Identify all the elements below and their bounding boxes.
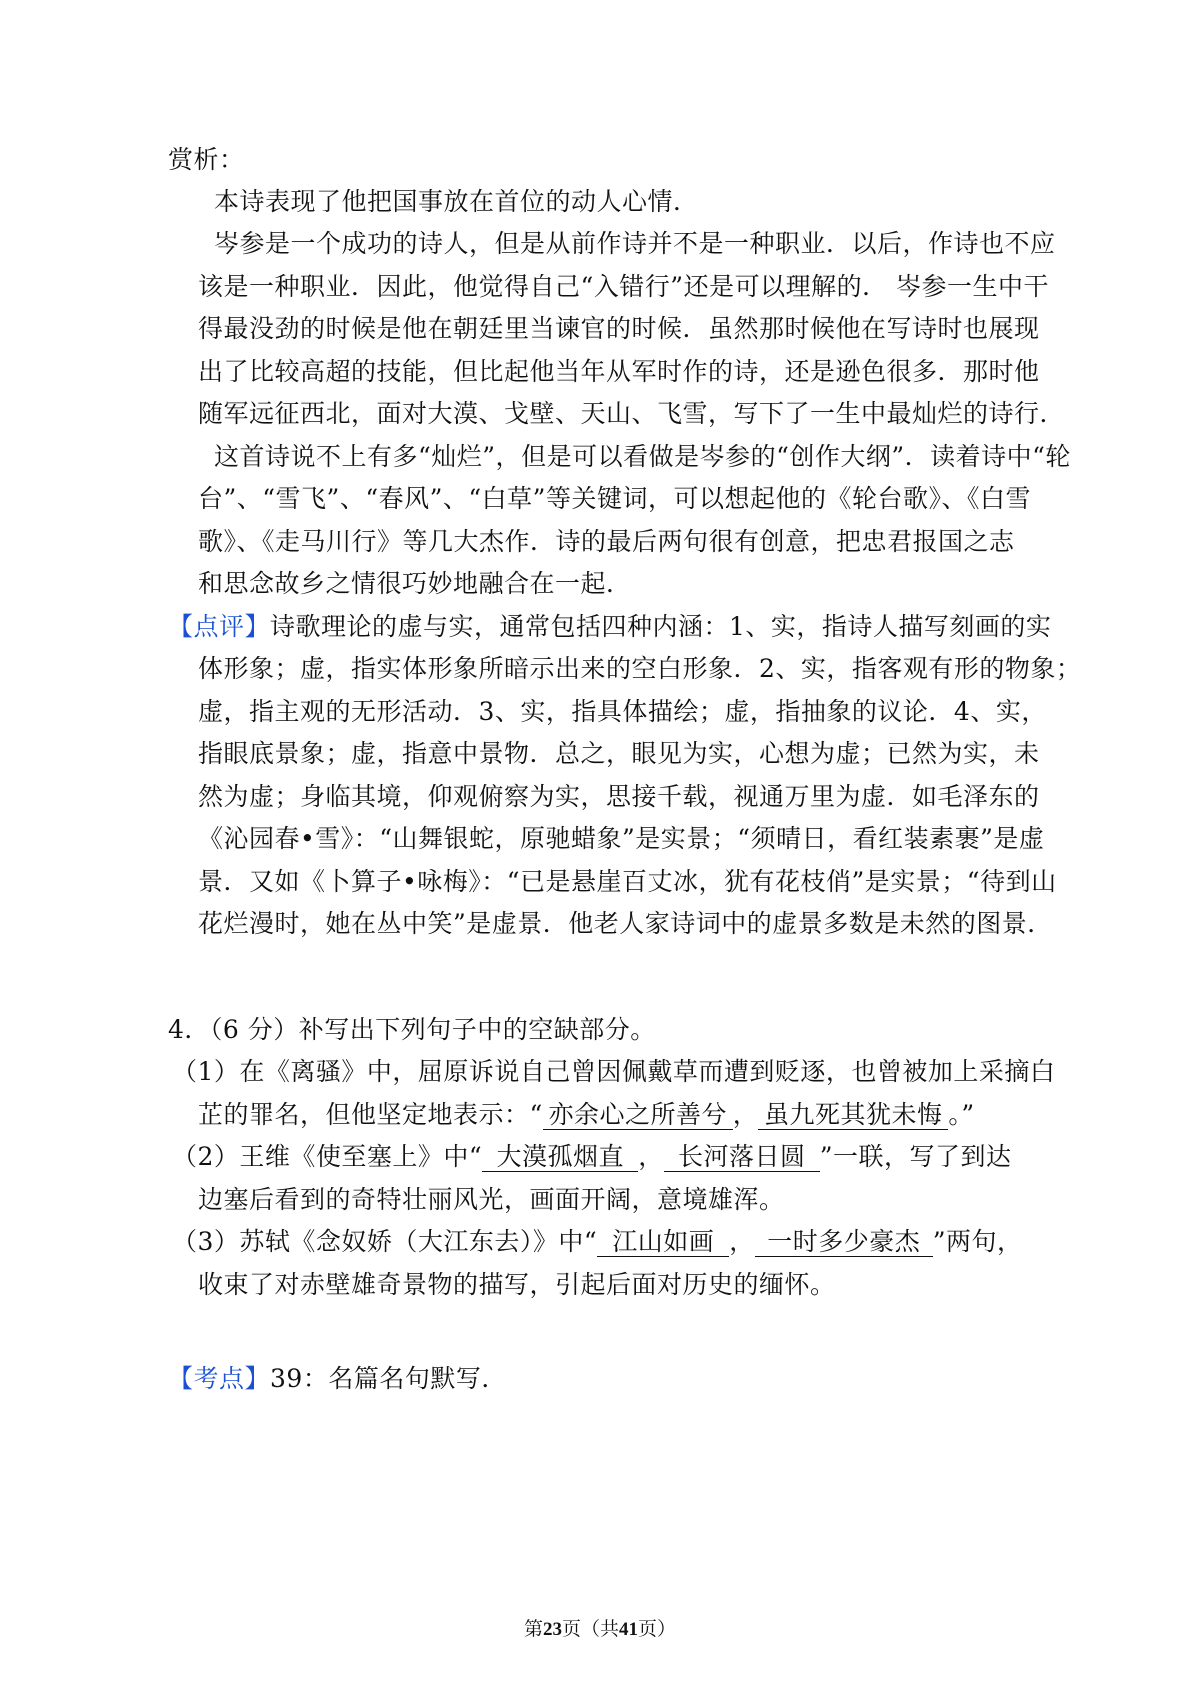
answer-blank: 亦余心之所善兮 — [543, 1101, 733, 1130]
analysis-line: 本诗表现了他把国事放在首位的动人心情． — [214, 187, 699, 216]
text: （2）王维《使至塞上》中“ — [172, 1142, 483, 1171]
question-item-2 — [172, 1139, 1012, 1175]
text: 芷的罪名，但他坚定地表示：“ — [198, 1100, 543, 1129]
comment-line: 体形象；虚，指实体形象所暗示出来的空白形象．2、实，指客观有形的物象； — [198, 654, 1082, 683]
analysis-line: 岑参是一个成功的诗人，但是从前作诗并不是一种职业．以后，作诗也不应 — [214, 229, 1056, 258]
answer-blank: 虽九死其犹未悔 — [758, 1101, 948, 1130]
answer-blank: 江山如画 — [597, 1228, 729, 1257]
text: ”一联，写了到达 — [819, 1142, 1012, 1171]
question-title: 4．（6 分）补写出下列句子中的空缺部分。 — [168, 1015, 656, 1044]
question-item-3-cont: 收束了对赤壁雄奇景物的描写，引起后面对历史的缅怀。 — [198, 1270, 836, 1299]
question-item-1-cont — [198, 1097, 975, 1133]
text: （3）苏轼《念奴娇（大江东去）》中“ — [172, 1227, 598, 1256]
question-item-1: （1）在《离骚》中，屈原诉说自己曾因佩戴草而遭到贬逐，也曾被加上采摘白 — [172, 1057, 1056, 1086]
analysis-line: 随军远征西北，面对大漠、戈壁、天山、飞雪，写下了一生中最灿烂的诗行． — [198, 399, 1066, 428]
text: 。” — [948, 1100, 975, 1129]
comment-line: 指眼底景象；虚，指意中景物．总之，眼见为实，心想为虚；已然为实，未 — [198, 739, 1040, 768]
comment-line: 花烂漫时，她在丛中笑”是虚景．他老人家诗词中的虚景多数是未然的图景． — [198, 909, 1053, 938]
kaodian — [168, 1361, 507, 1397]
analysis-line: 出了比较高超的技能，但比起他当年从军时作的诗，还是逊色很多．那时他 — [198, 357, 1040, 386]
analysis-heading: 赏析： — [168, 145, 245, 174]
comment-line: 《沁园春•雪》：“山舞银蛇，原驰蜡象”是实景；“须晴日，看红装素裹”是虚 — [198, 824, 1045, 853]
analysis-line: 这首诗说不上有多“灿烂”，但是可以看做是岑参的“创作大纲”．读着诗中“轮 — [214, 442, 1071, 471]
comment-tag: 【点评】 — [168, 612, 271, 641]
answer-blank: 大漠孤烟直 — [482, 1143, 638, 1172]
comment-line: 景．又如《卜算子•咏梅》：“已是悬崖百丈冰，犹有花枝俏”是实景；“待到山 — [198, 867, 1057, 896]
text: ， — [638, 1142, 664, 1171]
kaodian-tag: 【考点】 — [168, 1364, 271, 1393]
kaodian-text: 39：名篇名句默写． — [270, 1364, 507, 1393]
question-item-2-cont: 边塞后看到的奇特壮丽风光，画面开阔，意境雄浑。 — [198, 1185, 785, 1214]
comment-first-line — [168, 609, 1051, 645]
total-pages: 41 — [619, 1619, 638, 1640]
question-item-3 — [172, 1224, 1023, 1260]
page-number: 23 — [542, 1619, 562, 1640]
answer-blank: 长河落日圆 — [664, 1143, 820, 1172]
analysis-line: 和思念故乡之情很巧妙地融合在一起． — [198, 569, 632, 598]
comment-line: 然为虚；身临其境，仰观俯察为实，思接千载，视通万里为虚．如毛泽东的 — [198, 782, 1040, 811]
text: ”两句， — [932, 1227, 1023, 1256]
footer-text: 页（共 — [561, 1618, 619, 1640]
analysis-line: 台”、“雪飞”、“春风”、“白草”等关键词，可以想起他的《轮台歌》、《白雪 — [198, 484, 1031, 513]
text: ， — [729, 1227, 755, 1256]
answer-blank: 一时多少豪杰 — [755, 1228, 933, 1257]
comment-line: 虚，指主观的无形活动．3、实，指具体描绘；虚，指抽象的议论．4、实， — [198, 697, 1047, 726]
page-footer — [0, 1616, 1200, 1643]
analysis-line: 得最没劲的时候是他在朝廷里当谏官的时候．虽然那时候他在写诗时也展现 — [198, 314, 1040, 343]
analysis-line: 歌》、《走马川行》等几大杰作．诗的最后两句很有创意，把忠君报国之志 — [198, 527, 1015, 556]
footer-text: 第 — [523, 1618, 543, 1640]
text: ， — [732, 1100, 759, 1129]
analysis-line: 该是一种职业．因此，他觉得自己“入错行”还是可以理解的． 岑参一生中干 — [198, 272, 1050, 301]
footer-text: 页） — [638, 1618, 677, 1640]
comment-text: 诗歌理论的虚与实，通常包括四种内涵：1、实，指诗人描写刻画的实 — [270, 612, 1052, 641]
